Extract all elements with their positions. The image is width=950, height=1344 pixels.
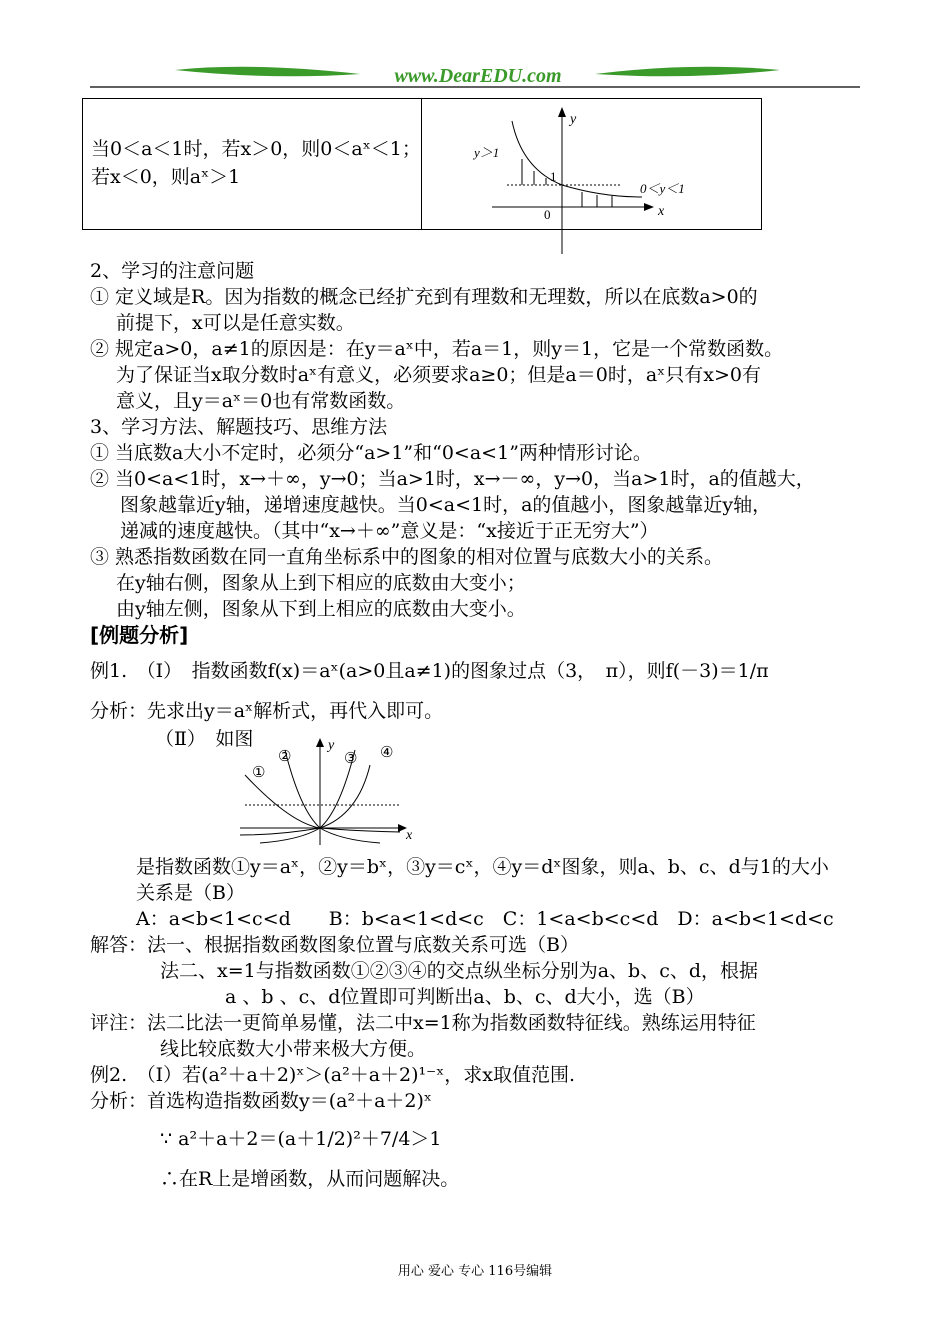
site-name: www.DearEDU.com xyxy=(394,65,562,87)
section3-title: 3、学习方法、解题技巧、思维方法 xyxy=(90,416,388,438)
graph2-curve-2: ② xyxy=(278,749,292,765)
answer-line-3: a 、b 、c、d位置即可判断出a、b、c、d大小，选（B） xyxy=(225,986,705,1008)
graph2-x-label: x xyxy=(406,828,413,843)
graph1-y-label: y xyxy=(570,112,577,127)
example1-question-2: 关系是（B） xyxy=(136,882,245,904)
property-table xyxy=(82,98,762,230)
decay-graph xyxy=(422,99,762,259)
comment-line-1: 评注：法二比法一更简单易懂，法二中x=1称为指数函数特征线。熟练运用特征 xyxy=(90,1012,756,1034)
table-row-2: 若x＜0，则aˣ＞1 xyxy=(91,166,241,188)
section2-line-3: ② 规定a>0，a≠1的原因是：在y＝aˣ中，若a＝1，则y＝1，它是一个常数函数。 xyxy=(90,338,784,360)
section2-line-4: 为了保证当x取分数时aˣ有意义，必须要求a≥0；但是a＝0时，aˣ只有x>0有 xyxy=(116,364,761,386)
graph2-curve-1: ① xyxy=(252,765,266,781)
comment-line-2: 线比较底数大小带来极大方便。 xyxy=(160,1038,427,1060)
section3-line-7: 由y轴左侧，图象从下到上相应的底数由大变小。 xyxy=(116,598,526,620)
example1-question-1: 是指数函数①y＝aˣ，②y＝bˣ，③y＝cˣ，④y＝dˣ图象，则a、b、c、d与1的大小 xyxy=(136,856,829,878)
example2-because: ∵ a²＋a＋2＝(a＋1/2)²＋7/4＞1 xyxy=(160,1128,442,1150)
examples-title: [例题分析] xyxy=(90,623,189,647)
section3-line-2: ② 当0<a<1时，x→＋∞，y→0；当a>1时，x→－∞，y→0，当a>1时，a的值越大， xyxy=(90,468,815,490)
section3-line-6: 在y轴右侧，图象从上到下相应的底数由大变小； xyxy=(116,572,526,594)
section2-line-2: 前提下，x可以是任意实数。 xyxy=(116,312,355,334)
graph1-one: 1 xyxy=(550,169,557,184)
example1-analysis: 分析：先求出y＝aˣ解析式，再代入即可。 xyxy=(90,700,444,722)
header-logo xyxy=(90,60,860,92)
answer-line-1: 解答：法一、根据指数函数图象位置与底数关系可选（B） xyxy=(90,934,579,956)
section3-line-5: ③ 熟悉指数函数在同一直角坐标系中的图象的相对位置与底数大小的关系。 xyxy=(90,546,724,568)
graph2-y-label: y xyxy=(328,738,335,753)
section3-line-1: ① 当底数a大小不定时，必须分“a>1”和“0<a<1”两种情形讨论。 xyxy=(90,442,652,464)
graph1-left-label: y＞1 xyxy=(474,145,500,160)
table-row-1: 当0＜a＜1时，若x＞0，则0＜aˣ＜1； xyxy=(91,138,421,160)
page-footer: 用心 爱心 专心 116号编辑 xyxy=(397,1264,553,1279)
exponential-graph xyxy=(240,735,420,847)
graph1-x-label: x xyxy=(658,204,665,219)
answer-line-2: 法二、x=1与指数函数①②③④的交点纵坐标分别为a、b、c、d，根据 xyxy=(160,960,759,982)
graph2-curve-3: ③ xyxy=(344,751,358,767)
example1-text: 例1. （Ⅰ） 指数函数f(x)＝aˣ(a>0且a≠1)的图象过点（3， π），则f(－3)＝1/π xyxy=(90,660,769,682)
section2-line-1: ① 定义域是R。因为指数的概念已经扩充到有理数和无理数，所以在底数a>0的 xyxy=(90,286,758,308)
example1-options: A：a<b<1<c<d B：b<a<1<d<c C：1<a<b<c<d D：a<b<1<d<c xyxy=(136,908,834,930)
graph1-right-label: 0＜y＜1 xyxy=(640,181,685,196)
example2-therefore: ∴在R上是增函数，从而问题解决。 xyxy=(160,1168,460,1190)
example2-text: 例2. （Ⅰ）若(a²＋a＋2)ˣ＞(a²＋a＋2)¹⁻ˣ，求x取值范围. xyxy=(90,1064,576,1086)
example1-part2: （Ⅱ） 如图 xyxy=(155,728,254,750)
section3-line-3: 图象越靠近y轴，递增速度越快。当0<a<1时，a的值越小，图象越靠近y轴， xyxy=(120,494,772,516)
section2-line-5: 意义，且y＝aˣ＝0也有常数函数。 xyxy=(116,390,406,412)
graph1-zero: 0 xyxy=(544,207,551,222)
section2-title: 2、学习的注意问题 xyxy=(90,260,255,282)
section3-line-4: 递减的速度越快。（其中“x→＋∞”意义是：“x接近于正无穷大”） xyxy=(120,520,659,542)
example2-analysis: 分析：首选构造指数函数y＝(a²＋a＋2)ˣ xyxy=(90,1090,432,1112)
graph2-curve-4: ④ xyxy=(380,745,394,761)
